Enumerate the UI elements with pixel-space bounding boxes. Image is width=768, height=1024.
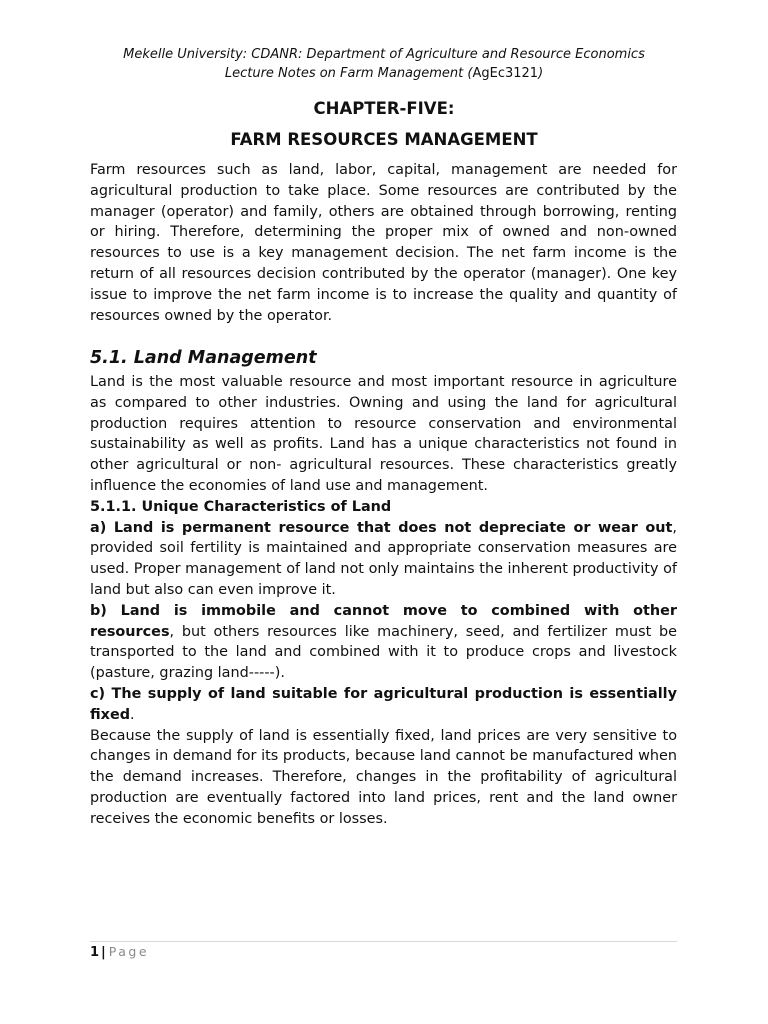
item-b-text: , but others resources like machinery, seed, and fertilizer must be transported to the land and combined with it to produce crops and livestock (pasture, grazing land-----). xyxy=(90,623,677,682)
section-body xyxy=(90,372,677,830)
header-line-2-suffix: ) xyxy=(538,66,544,81)
course-code: AgEc3121 xyxy=(472,66,539,81)
header-line-2-prefix: Lecture Notes on Farm Management ( xyxy=(224,66,473,81)
chapter-title: FARM RESOURCES MANAGEMENT xyxy=(230,130,538,149)
item-a-title: a) Land is permanent resource that does not depreciate or wear out xyxy=(90,519,673,536)
item-b xyxy=(90,601,677,684)
header-line-2 xyxy=(0,64,768,83)
item-a-text: , provided soil fertility is maintained and appropriate conservation measures are used. Proper management of land not only maintains the inherent productivity of land but also can even improve it. xyxy=(90,519,677,598)
chapter-number: CHAPTER-FIVE: xyxy=(313,99,455,118)
footer-separator: | xyxy=(101,945,106,960)
subsection-heading: 5.1.1. Unique Characteristics of Land xyxy=(90,498,392,515)
page-header xyxy=(0,45,768,83)
footer-divider xyxy=(90,941,677,942)
item-c-text: . xyxy=(130,706,135,723)
item-c xyxy=(90,684,677,726)
item-a xyxy=(90,518,677,601)
item-c-title: c) The supply of land suitable for agricultural production is essentially fixed xyxy=(90,685,677,723)
intro-paragraph: Farm resources such as land, labor, capital, management are needed for agricultural production to take place. Some resources are contributed by the manager (operator) and family, others are obtained through borrowing, renting or hiring. Therefore, determining the proper mix of owned and non-owned resources to use is a key management decision. The net farm income is the return of all resources decision contributed by the operator (manager). One key issue to improve the net farm income is to increase the quality and quantity of resources owned by the operator. xyxy=(90,162,677,324)
header-line-1: Mekelle University: CDANR: Department of Agriculture and Resource Economics xyxy=(123,47,645,62)
item-b-title: b) Land is immobile and cannot move to combined with other resources xyxy=(90,602,677,640)
section-heading: 5.1. Land Management xyxy=(90,348,317,368)
page-label: Page xyxy=(108,944,150,959)
page-footer xyxy=(90,943,149,962)
closing-paragraph: Because the supply of land is essentially fixed, land prices are very sensitive to changes in demand for its products, because land cannot be manufactured when the demand increases. Therefore, changes in the profitability of agricultural production are eventually factored into land prices, rent and the land owner receives the economic benefits or losses. xyxy=(90,727,677,827)
land-paragraph: Land is the most valuable resource and most important resource in agriculture as compared to other industries. Owning and using the land for agricultural production requires attention to resource conservation and environmental sustainability as well as profits. Land has a unique characteristics not found in other agricultural or non- agricultural resources. These characteristics greatly influence the economies of land use and management. xyxy=(90,374,677,494)
page-number: 1 xyxy=(90,945,100,960)
